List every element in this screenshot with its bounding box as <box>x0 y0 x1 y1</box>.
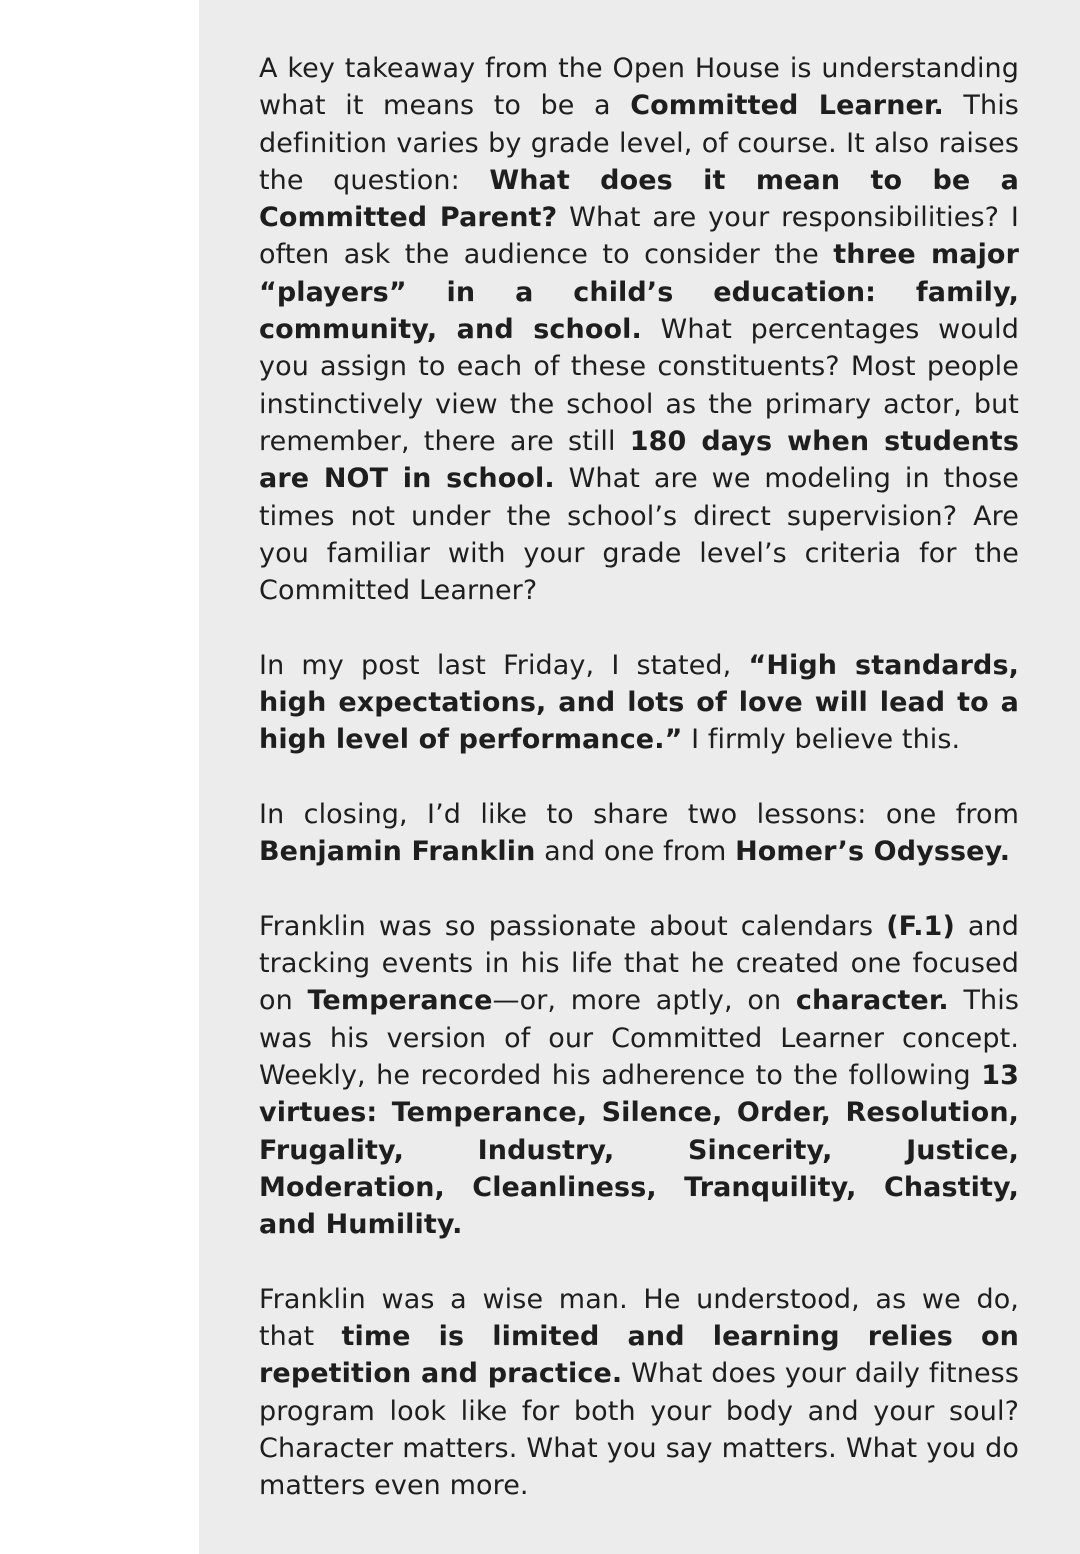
text-span: Franklin was so passionate about calendars <box>259 910 887 942</box>
text-span: and tracking events in his life that he created one focused on <box>259 910 1019 1017</box>
bold-temperance: Temperance <box>307 985 493 1017</box>
text-span: I firmly believe this. <box>682 724 961 756</box>
bold-time-limited: time is limited and learning relies on repetition and practice. <box>259 1321 1019 1390</box>
paragraph-committed-learner <box>259 50 1019 609</box>
text-span: A key takeaway from the Open House is understanding what it means to be a <box>259 53 1019 122</box>
paragraph-franklin-wise-man <box>259 1281 1019 1505</box>
paragraph-high-standards <box>259 647 1019 759</box>
text-span: What does your daily fitness program look like for both your body and your soul? Character matters. What you say matters. What you do matters even more. <box>259 1358 1019 1502</box>
paragraph-two-lessons <box>259 796 1019 871</box>
bold-three-players: three major “players” in a child’s education: family, community, and school. <box>259 239 1019 346</box>
text-span: In closing, I’d like to share two lessons: one from <box>259 798 1019 830</box>
bold-13-virtues: 13 virtues: Temperance, Silence, Order, Resolution, Frugality, Industry, Sincerity, Justice, Moderation, Cleanliness, Tranquility, Chastity, and Humility. <box>259 1060 1019 1241</box>
text-span: and one from <box>535 836 736 868</box>
bold-figure-reference: (F.1) <box>886 910 955 942</box>
text-span: What percentages would you assign to each of these constituents? Most people instinctively view the school as the primary actor, but remember, there are still <box>259 314 1019 457</box>
article-body <box>259 50 1019 1505</box>
text-span: This definition varies by grade level, of course. It also raises the question: <box>259 90 1019 196</box>
bold-homers-odyssey: Homer’s Odyssey. <box>735 836 1011 868</box>
bold-benjamin-franklin: Benjamin Franklin <box>259 836 536 868</box>
text-span: What are your responsibilities? I often ask the audience to consider the <box>259 202 1020 271</box>
text-span: This was his version of our Committed Learner concept. Weekly, he recorded his adherence to the following <box>259 985 1020 1092</box>
left-margin <box>0 0 199 1554</box>
bold-committed-parent-question: What does it mean to be a Committed Parent? <box>259 164 1020 234</box>
bold-180-days: 180 days when students are NOT in school. <box>259 425 1019 495</box>
paragraph-franklin-virtues <box>259 908 1019 1244</box>
bold-high-standards-quote: “High standards, high expectations, and lots of love will lead to a high level of performance.” <box>259 649 1019 756</box>
bold-character: character. <box>795 985 949 1017</box>
text-span: —or, more aptly, on <box>492 985 796 1017</box>
text-span: In my post last Friday, I stated, <box>259 649 749 681</box>
text-span: Franklin was a wise man. He understood, as we do, that <box>259 1283 1019 1353</box>
text-span: What are we modeling in those times not under the school’s direct supervision? Are you familiar with your grade level’s criteria for the Committed Learner? <box>259 463 1019 607</box>
bold-committed-learner: Committed Learner. <box>630 90 944 122</box>
